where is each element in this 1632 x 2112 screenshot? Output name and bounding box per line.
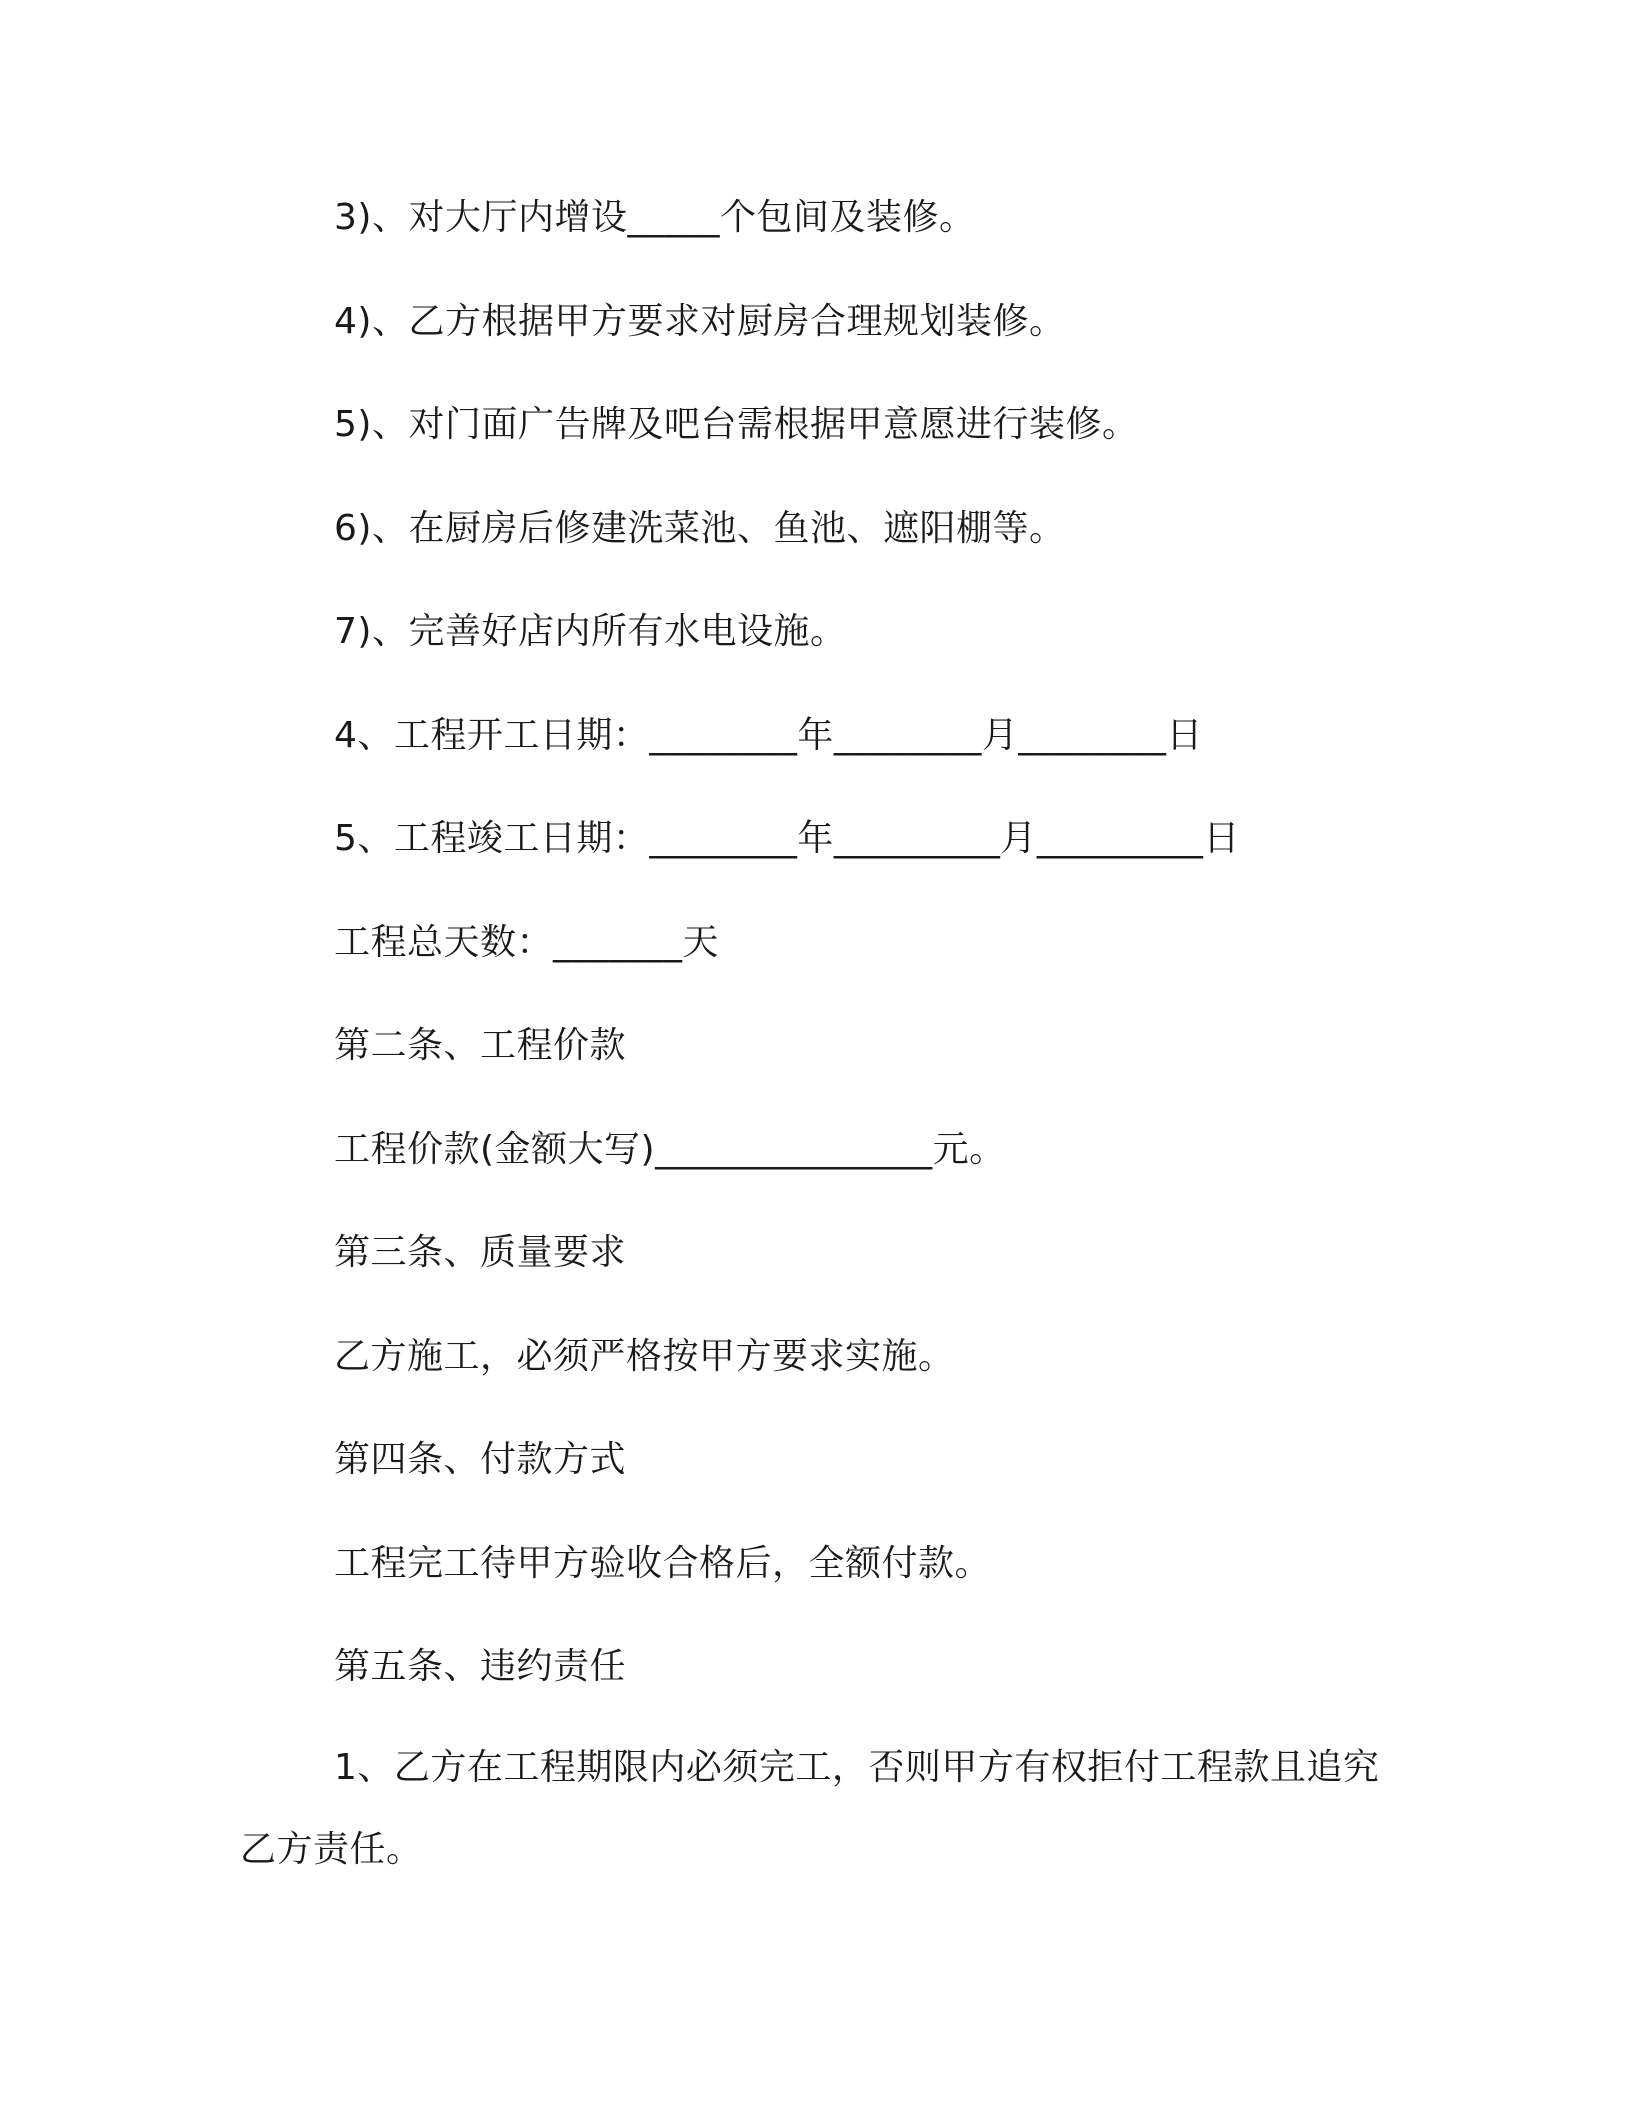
article-4-heading: 第四条、付款方式 bbox=[334, 1439, 627, 1480]
payment-line: 工程完工待甲方验收合格后，全额付款。 bbox=[334, 1543, 992, 1584]
article-2-heading: 第二条、工程价款 bbox=[334, 1025, 627, 1066]
quality-line: 乙方施工，必须严格按甲方要求实施。 bbox=[334, 1336, 955, 1377]
clause-item-4: 4)、乙方根据甲方要求对厨房合理规划装修。 bbox=[334, 301, 1066, 342]
liability-paragraph: 1、乙方在工程期限内必须完工，否则甲方有权拒付工程款且追究乙方责任。 bbox=[240, 1747, 1380, 1870]
article-5-heading: 第五条、违约责任 bbox=[334, 1646, 627, 1687]
start-date-line: 4、工程开工日期：________年________月________日 bbox=[334, 715, 1203, 756]
article-3-heading: 第三条、质量要求 bbox=[334, 1232, 627, 1273]
price-line: 工程价款(金额大写)_______________元。 bbox=[334, 1129, 1006, 1170]
clause-item-5: 5)、对门面广告牌及吧台需根据甲意愿进行装修。 bbox=[334, 404, 1139, 445]
completion-date-line: 5、工程竣工日期：________年_________月_________日 bbox=[334, 818, 1240, 859]
total-days-line: 工程总天数：_______天 bbox=[334, 922, 720, 963]
clause-item-6: 6)、在厨房后修建洗菜池、鱼池、遮阳棚等。 bbox=[334, 508, 1066, 549]
clause-item-3: 3)、对大厅内增设_____个包间及装修。 bbox=[334, 197, 976, 238]
clause-item-7: 7)、完善好店内所有水电设施。 bbox=[334, 611, 847, 652]
